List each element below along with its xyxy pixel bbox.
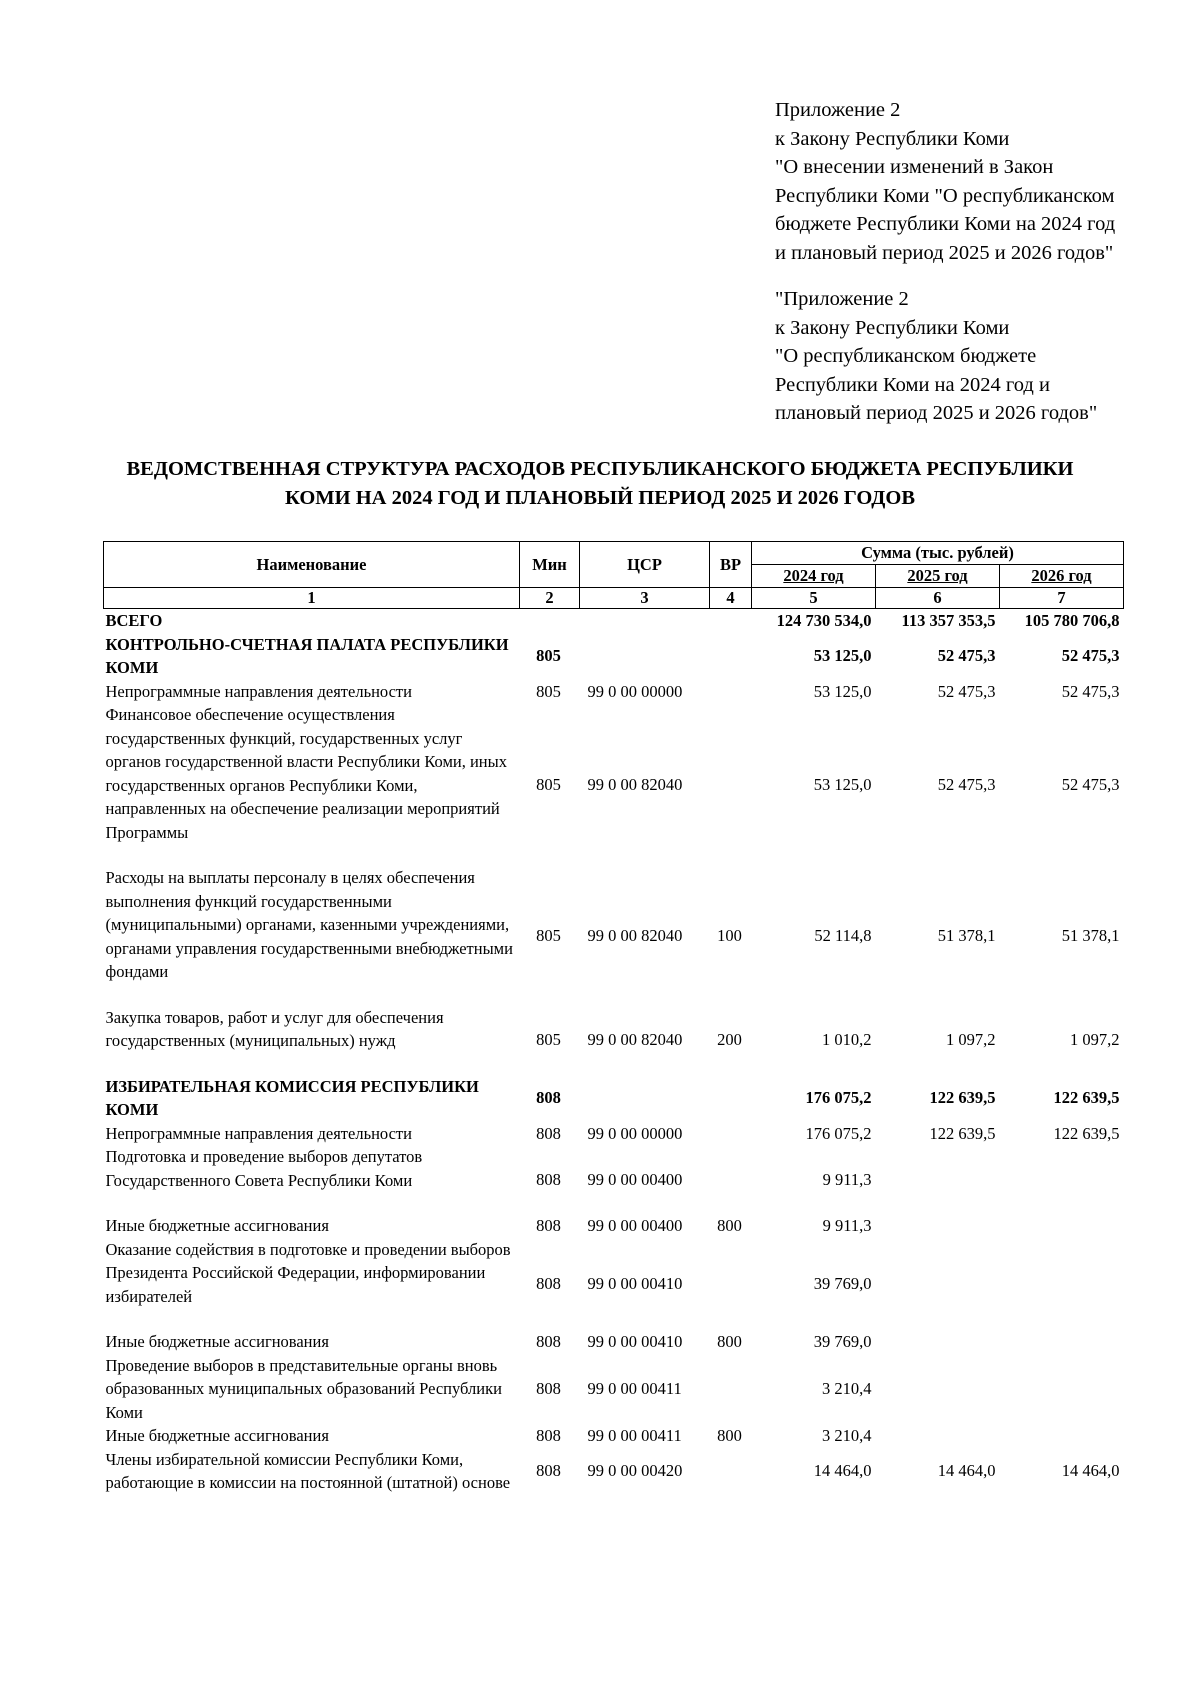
cell-csr: 99 0 00 00000 bbox=[587, 681, 683, 701]
cell-vr bbox=[710, 1354, 752, 1425]
cell-name: Подготовка и проведение выборов депутатов Государственного Совета Республики Коми bbox=[105, 1147, 423, 1190]
cell-csr bbox=[580, 633, 710, 680]
cell-amount-2024: 53 125,0 bbox=[813, 646, 872, 666]
table-row bbox=[104, 633, 1124, 680]
cell-amount-2026 bbox=[1000, 1330, 1124, 1354]
cell-csr: 99 0 00 82040 bbox=[587, 926, 683, 945]
cell-min: 805 bbox=[536, 926, 561, 945]
table-row bbox=[104, 1122, 1124, 1146]
cell-amount-2024: 3 210,4 bbox=[822, 1426, 872, 1445]
table-row bbox=[104, 1075, 1124, 1122]
cell-amount-2026: 14 464,0 bbox=[1061, 1461, 1120, 1481]
appendix-line: плановый период 2025 и 2026 годов" bbox=[775, 402, 1098, 424]
table-row bbox=[104, 1006, 1124, 1075]
cell-amount-2026 bbox=[1000, 1214, 1124, 1238]
appendix-line: Приложение 2 bbox=[775, 99, 901, 121]
cell-name: ИЗБИРАТЕЛЬНАЯ КОМИССИЯ РЕСПУБЛИКИ КОМИ bbox=[105, 1076, 479, 1119]
header-min: Мин bbox=[520, 542, 580, 588]
appendix-line: к Закону Республики Коми bbox=[775, 127, 1010, 150]
table-row bbox=[104, 1448, 1124, 1495]
cell-name: Иные бюджетные ассигнования bbox=[105, 1216, 329, 1235]
header-year-2024: 2024 год bbox=[752, 565, 876, 588]
cell-amount-2024: 176 075,2 bbox=[805, 1088, 872, 1108]
cell-amount-2024: 1 010,2 bbox=[822, 1030, 872, 1050]
header-vr: ВР bbox=[710, 542, 752, 588]
cell-vr bbox=[710, 1075, 752, 1122]
document-title bbox=[60, 455, 1140, 513]
cell-vr bbox=[710, 680, 752, 704]
header-sum: Сумма (тыс. рублей) bbox=[752, 542, 1124, 565]
table-row bbox=[104, 1330, 1124, 1354]
cell-amount-2026: 51 378,1 bbox=[1061, 926, 1120, 945]
appendix-line: "О внесении изменений в Закон bbox=[775, 156, 1054, 178]
cell-vr: 200 bbox=[717, 1030, 742, 1050]
cell-amount-2024: 39 769,0 bbox=[813, 1274, 872, 1293]
cell-amount-2025 bbox=[876, 1330, 1000, 1354]
cell-amount-2025: 1 097,2 bbox=[946, 1030, 996, 1050]
table-row bbox=[104, 1238, 1124, 1331]
cell-amount-2025 bbox=[876, 1214, 1000, 1238]
cell-vr bbox=[710, 633, 752, 680]
cell-amount-2025: 113 357 353,5 bbox=[901, 611, 996, 630]
cell-vr bbox=[710, 1145, 752, 1214]
cell-amount-2025 bbox=[876, 1424, 1000, 1448]
cell-name: Непрограммные направления деятельности bbox=[105, 681, 412, 701]
appendix-note-current bbox=[775, 96, 1175, 267]
cell-amount-2025: 52 475,3 bbox=[937, 646, 996, 666]
cell-name: Финансовое обеспечение осуществления государственных функций, государственных услуг органов государственной власти Республики Коми, иных государственных органов Республики Коми, направленных на обеспечение реализации мероприятий Программы bbox=[105, 705, 507, 842]
appendix-line: и плановый период 2025 и 2026 годов" bbox=[775, 241, 1114, 264]
cell-min: 808 bbox=[536, 1461, 561, 1481]
header-year-2025: 2025 год bbox=[876, 565, 1000, 588]
cell-name: ВСЕГО bbox=[105, 611, 163, 630]
cell-amount-2024: 39 769,0 bbox=[813, 1332, 872, 1351]
title-line-1: ВЕДОМСТВЕННАЯ СТРУКТУРА РАСХОДОВ РЕСПУБЛИКАНСКОГО БЮДЖЕТА РЕСПУБЛИКИ bbox=[126, 458, 1074, 480]
cell-min: 805 bbox=[536, 1030, 561, 1050]
cell-amount-2024: 176 075,2 bbox=[805, 1123, 872, 1143]
cell-min: 808 bbox=[536, 1216, 561, 1235]
table-body bbox=[104, 609, 1124, 1495]
appendix-note-original bbox=[775, 285, 1175, 428]
cell-csr: 99 0 00 00000 bbox=[587, 1123, 683, 1143]
cell-csr: 99 0 00 82040 bbox=[587, 774, 683, 794]
cell-min: 805 bbox=[536, 646, 561, 666]
cell-csr: 99 0 00 00410 bbox=[587, 1274, 683, 1293]
cell-min: 808 bbox=[536, 1332, 561, 1351]
cell-min: 808 bbox=[536, 1123, 561, 1143]
cell-amount-2026 bbox=[1000, 1424, 1124, 1448]
col-number-2: 2 bbox=[520, 588, 580, 609]
cell-amount-2025 bbox=[876, 1354, 1000, 1425]
col-number-7: 7 bbox=[1000, 588, 1124, 609]
cell-amount-2024: 3 210,4 bbox=[822, 1379, 872, 1398]
cell-amount-2026: 122 639,5 bbox=[1053, 1123, 1120, 1143]
cell-name: Расходы на выплаты персоналу в целях обеспечения выполнения функций государственными (муниципальными) органами, казенными учреждениями, органами управления государственными внебюджетными фондами bbox=[105, 868, 513, 981]
cell-amount-2026: 122 639,5 bbox=[1053, 1088, 1120, 1108]
col-number-5: 5 bbox=[752, 588, 876, 609]
cell-name: Непрограммные направления деятельности bbox=[105, 1123, 412, 1143]
cell-name: Оказание содействия в подготовке и проведении выборов Президента Российской Федерации, информировании избирателей bbox=[105, 1239, 511, 1306]
cell-vr bbox=[710, 1238, 752, 1331]
cell-vr bbox=[710, 1122, 752, 1146]
cell-csr: 99 0 00 82040 bbox=[587, 1030, 683, 1050]
table-row bbox=[104, 1424, 1124, 1448]
cell-amount-2024: 9 911,3 bbox=[822, 1169, 872, 1189]
header-csr: ЦСР bbox=[580, 542, 710, 588]
cell-amount-2026: 52 475,3 bbox=[1061, 646, 1120, 666]
cell-amount-2026: 52 475,3 bbox=[1061, 774, 1120, 794]
table-row bbox=[104, 1214, 1124, 1238]
cell-name: Члены избирательной комиссии Республики Коми, работающие в комиссии на постоянной (штатной) основе bbox=[105, 1449, 511, 1492]
cell-amount-2025: 122 639,5 bbox=[929, 1123, 996, 1143]
cell-min: 805 bbox=[536, 774, 561, 794]
col-number-4: 4 bbox=[710, 588, 752, 609]
cell-min bbox=[520, 609, 580, 633]
table-row bbox=[104, 866, 1124, 1006]
col-number-6: 6 bbox=[876, 588, 1000, 609]
cell-amount-2026: 1 097,2 bbox=[1070, 1030, 1120, 1050]
budget-structure-table bbox=[103, 541, 1124, 1495]
cell-csr: 99 0 00 00400 bbox=[587, 1169, 683, 1189]
cell-amount-2025: 52 475,3 bbox=[937, 681, 996, 701]
cell-min: 808 bbox=[536, 1379, 561, 1398]
cell-amount-2025: 52 475,3 bbox=[937, 774, 996, 794]
cell-name: Проведение выборов в представительные органы вновь образованных муниципальных образований Республики Коми bbox=[105, 1355, 502, 1422]
cell-amount-2026 bbox=[1000, 1238, 1124, 1331]
cell-amount-2025: 122 639,5 bbox=[929, 1088, 996, 1108]
appendix-line: к Закону Республики Коми bbox=[775, 316, 1010, 339]
table-row bbox=[104, 680, 1124, 704]
cell-amount-2025: 14 464,0 bbox=[937, 1461, 996, 1481]
header-name: Наименование bbox=[104, 542, 520, 588]
cell-vr bbox=[710, 609, 752, 633]
cell-csr: 99 0 00 00411 bbox=[587, 1379, 682, 1398]
cell-amount-2025 bbox=[876, 1238, 1000, 1331]
cell-amount-2024: 53 125,0 bbox=[813, 774, 872, 794]
cell-amount-2024: 124 730 534,0 bbox=[776, 611, 872, 630]
table-row bbox=[104, 1145, 1124, 1214]
cell-csr: 99 0 00 00410 bbox=[587, 1332, 683, 1351]
table-row bbox=[104, 703, 1124, 866]
cell-csr bbox=[580, 609, 710, 633]
cell-amount-2026: 105 780 706,8 bbox=[1024, 611, 1120, 630]
appendix-line: "Приложение 2 bbox=[775, 288, 909, 310]
cell-min: 808 bbox=[536, 1169, 561, 1189]
cell-vr: 800 bbox=[717, 1216, 742, 1235]
cell-amount-2024: 52 114,8 bbox=[814, 926, 872, 945]
cell-vr bbox=[710, 1448, 752, 1495]
cell-amount-2024: 14 464,0 bbox=[813, 1461, 872, 1481]
col-number-1: 1 bbox=[104, 588, 520, 609]
cell-name: КОНТРОЛЬНО-СЧЕТНАЯ ПАЛАТА РЕСПУБЛИКИ КОМИ bbox=[105, 634, 509, 677]
col-number-3: 3 bbox=[580, 588, 710, 609]
cell-amount-2024: 9 911,3 bbox=[822, 1216, 872, 1235]
table-row bbox=[104, 1354, 1124, 1425]
cell-min: 808 bbox=[536, 1088, 561, 1108]
cell-name: Закупка товаров, работ и услуг для обеспечения государственных (муниципальных) нужд bbox=[105, 1007, 444, 1050]
cell-amount-2026 bbox=[1000, 1145, 1124, 1214]
cell-vr: 100 bbox=[717, 926, 742, 945]
cell-csr: 99 0 00 00420 bbox=[587, 1461, 683, 1481]
appendix-line: "О республиканском бюджете bbox=[775, 345, 1037, 367]
cell-amount-2026 bbox=[1000, 1354, 1124, 1425]
cell-amount-2025 bbox=[876, 1145, 1000, 1214]
cell-csr bbox=[580, 1075, 710, 1122]
cell-vr bbox=[710, 703, 752, 866]
cell-min: 805 bbox=[536, 681, 561, 701]
cell-vr: 800 bbox=[717, 1426, 742, 1445]
cell-amount-2024: 53 125,0 bbox=[813, 681, 872, 701]
cell-min: 808 bbox=[536, 1274, 561, 1293]
table-row bbox=[104, 609, 1124, 633]
cell-min: 808 bbox=[536, 1426, 561, 1445]
cell-name: Иные бюджетные ассигнования bbox=[105, 1426, 329, 1445]
cell-csr: 99 0 00 00411 bbox=[587, 1426, 682, 1445]
title-line-2: КОМИ НА 2024 ГОД И ПЛАНОВЫЙ ПЕРИОД 2025 И 2026 ГОДОВ bbox=[284, 487, 915, 509]
cell-amount-2026: 52 475,3 bbox=[1061, 681, 1120, 701]
cell-vr: 800 bbox=[717, 1332, 742, 1351]
cell-amount-2025: 51 378,1 bbox=[937, 926, 996, 945]
cell-name: Иные бюджетные ассигнования bbox=[105, 1332, 329, 1351]
appendix-line: бюджете Республики Коми на 2024 год bbox=[775, 213, 1116, 235]
appendix-line: Республики Коми "О республиканском bbox=[775, 184, 1115, 207]
header-year-2026: 2026 год bbox=[1000, 565, 1124, 588]
cell-csr: 99 0 00 00400 bbox=[587, 1216, 683, 1235]
appendix-line: Республики Коми на 2024 год и bbox=[775, 373, 1050, 396]
